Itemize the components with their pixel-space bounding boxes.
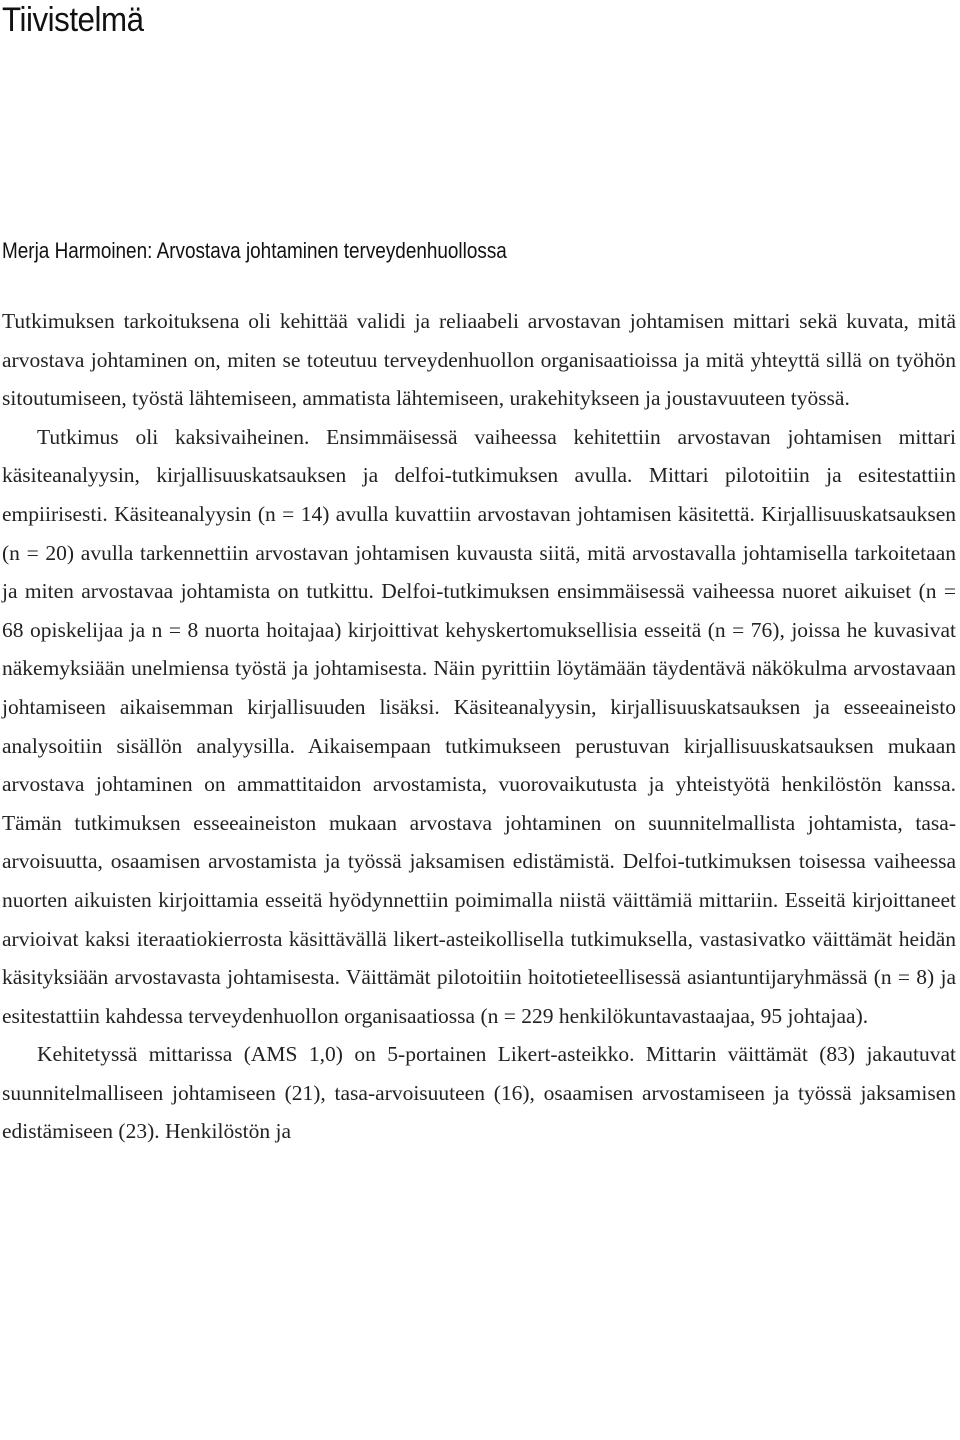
paragraph-instrument: Kehitetyssä mittarissa (AMS 1,0) on 5-portainen Likert-asteikko. Mittarin väittämät (83) jakautuvat suunnitelmalliseen johtamiseen (21), tasa-arvoisuuteen (16), osaamisen arvostamiseen ja työssä jaksamisen edistämiseen (23). Henkilöstön ja bbox=[2, 1042, 956, 1144]
page-title: Tiivistelmä bbox=[2, 1, 144, 39]
paragraph-methods: Tutkimus oli kaksivaiheinen. Ensimmäisessä vaiheessa kehitettiin arvostavan johtamisen mittari käsiteanalyysin, kirjallisuuskatsauksen ja delfoi-tutkimuksen avulla. Mittari pilotoitiin ja esitestattiin empiirisesti. Käsiteanalyysin (n = 14) avulla kuvattiin arvostavan johtamisen käsitettä. Kirjallisuuskatsauksen (n = 20) avulla tarkennettiin arvostavan johtamisen kuvausta siitä, mitä arvostavalla johtamisella tarkoitetaan ja miten arvostavaa johtamista on tutkittu. Delfoi-tutkimuksen ensimmäisessä vaiheessa nuoret aikuiset (n = 68 opiskelijaa ja n = 8 nuorta hoitajaa) kirjoittivat kehyskertomuksellisia esseitä (n = 76), joissa he kuvasivat näkemyksiään unelmiensa työstä ja johtamisesta. Näin pyrittiin löytämään täydentävä näkökulma arvostavaan johtamiseen aikaisemman kirjallisuuden lisäksi. Käsiteanalyysin, kirjallisuuskatsauksen ja esseeaineisto analysoitiin sisällön analyysilla. Aikaisempaan tutkimukseen perustuvan kirjallisuuskatsauksen mukaan arvostava johtaminen on ammattitaidon arvostamista, vuorovaikutusta ja yhteistyötä henkilöstön kanssa. Tämän tutkimuksen esseeaineiston mukaan arvostava johtaminen on suunnitelmallista johtamista, tasa-arvoisuutta, osaamisen arvostamista ja työssä jaksamisen edistämistä. Delfoi-tutkimuksen toisessa vaiheessa nuorten aikuisten kirjoittamia esseitä hyödynnettiin poimimalla niistä väittämiä mittariin. Esseitä kirjoittaneet arvioivat kaksi iteraatiokierrosta käsittävällä likert-asteikollisella tutkimuksella, vastasivatko väittämät heidän käsityksiään arvostavasta johtamisesta. Väittämät pilotoitiin hoitotieteellisessä asiantuntijaryhmässä (n = 8) ja esitestattiin kahdessa terveydenhuollon organisaatiossa (n = 229 henkilökuntavastaajaa, 95 johtajaa). bbox=[2, 424, 956, 1028]
author-title-heading: Merja Harmoinen: Arvostava johtaminen terveydenhuollossa bbox=[2, 238, 507, 263]
paragraph-purpose: Tutkimuksen tarkoituksena oli kehittää validi ja reliaabeli arvostavan johtamisen mittari sekä kuvata, mitä arvostava johtaminen on, miten se toteutuu terveydenhuollon organisaatioissa ja mitä yhteyttä sillä on työhön sitoutumiseen, työstä lähtemiseen, ammatista lähtemiseen, urakehitykseen ja joustavuuteen työssä. bbox=[2, 309, 956, 411]
abstract-body bbox=[2, 302, 956, 1151]
